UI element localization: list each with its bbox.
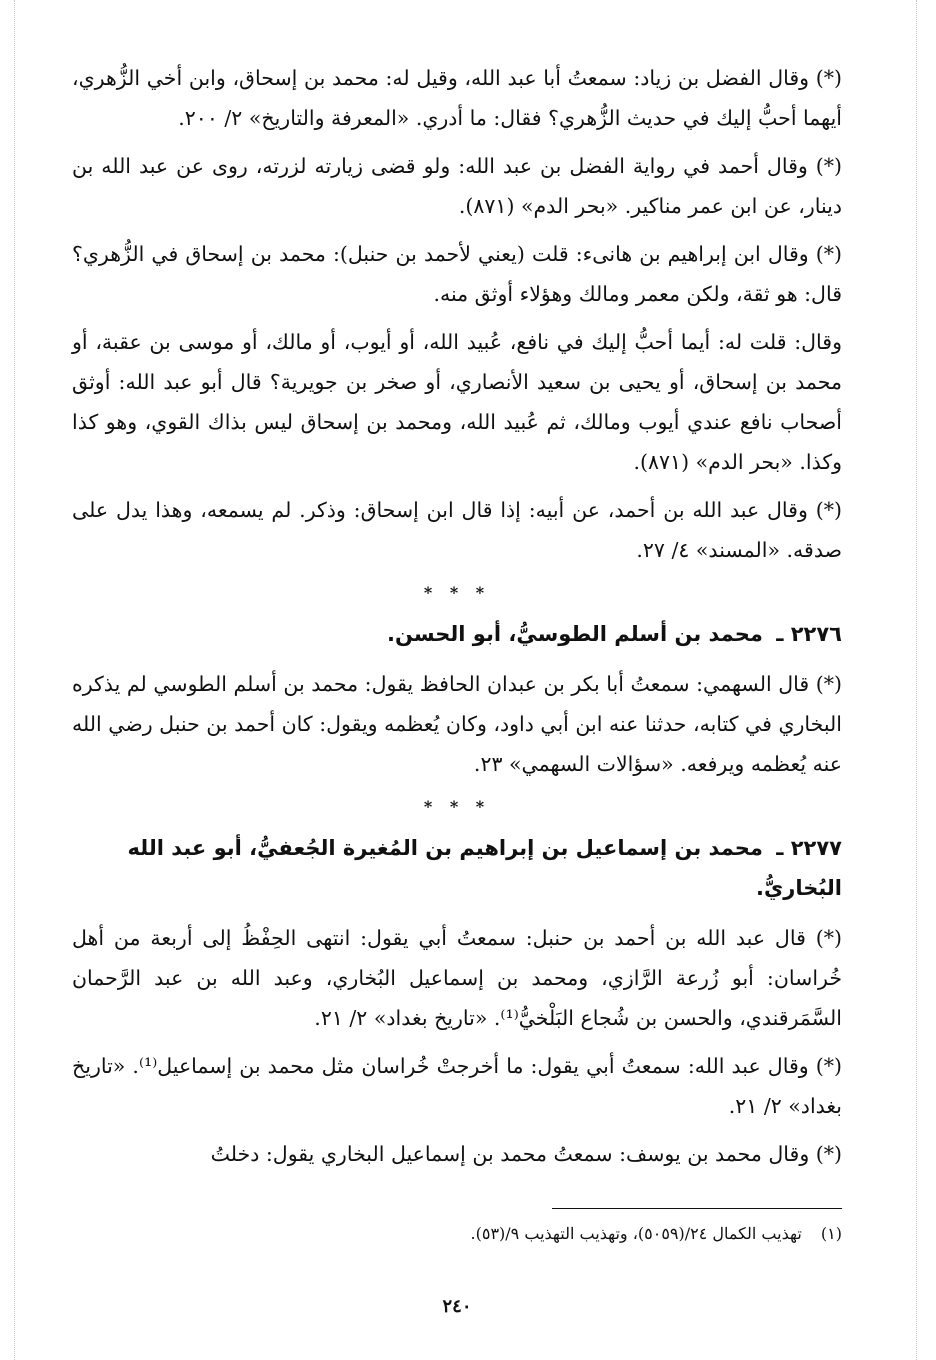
paragraph: (*) وقال عبد الله: سمعتُ أبي يقول: ما أخرجتْ خُراسان مثل محمد بن إسماعيل⁽¹⁾. «تاريخ بغداد» ٢/ ٢١. (72, 1054, 842, 1118)
entry-heading-2276 (72, 614, 842, 654)
page-number: ٢٤٠ (442, 1296, 472, 1317)
book-page (72, 58, 842, 1348)
entry-heading-2277 (72, 828, 842, 908)
paragraph: وقال: قلت له: أيما أحبُّ إليك في نافع، عُبيد الله، أو أيوب، أو مالك، أو موسى بن عقبة، أو محمد بن إسحاق، أو يحيى بن سعيد الأنصاري، أو صخر بن جويرية؟ قال أبو عبد الله: أوثق أصحاب نافع عندي أيوب ومالك، ثم عُبيد الله، ومحمد بن إسحاق ليس بذاك القوي، وهو كذا وكذا. «بحر الدم» (٨٧١). (72, 330, 842, 474)
entry-title: محمد بن إسماعيل بن إبراهيم بن المُغيرة الجُعفيُّ، أبو عبد الله البُخاريُّ. (127, 836, 842, 900)
paragraph: (*) وقال أحمد في رواية الفضل بن عبد الله: ولو قضى زيارته لزرته، روى عن عبد الله بن دينار، عن ابن عمر مناكير. «بحر الدم» (٨٧١). (72, 154, 842, 218)
entry-title: محمد بن أسلم الطوسيُّ، أبو الحسن. (387, 622, 763, 646)
section-separator: * * * (423, 797, 491, 816)
footnote (72, 1220, 842, 1248)
left-gutter-dotted-line (14, 0, 15, 1360)
section-separator: * * * (423, 583, 491, 602)
paragraph: (*) وقال عبد الله بن أحمد، عن أبيه: إذا قال ابن إسحاق: وذكر. لم يسمعه، وهذا يدل على صدقه. «المسند» ٤/ ٢٧. (72, 498, 842, 562)
paragraph: (*) وقال ابن إبراهيم بن هانىء: قلت (يعني لأحمد بن حنبل): محمد بن إسحاق في الزُّهري؟ قال: هو ثقة، ولكن معمر ومالك وهؤلاء أوثق منه. (72, 242, 842, 306)
right-gutter-dotted-line (916, 0, 917, 1360)
entry-number: ٢٢٧٧ ـ (776, 836, 842, 860)
entry-number: ٢٢٧٦ ـ (776, 622, 842, 646)
footnote-divider (552, 1208, 842, 1209)
paragraph: (*) قال السهمي: سمعتُ أبا بكر بن عبدان الحافظ يقول: محمد بن أسلم الطوسي لم يذكره البخاري في كتابه، حدثنا عنه ابن أبي داود، وكان يُعظمه ويقول: كان أحمد بن حنبل رضي الله عنه يُعظمه ويرفعه. «سؤالات السهمي» ٢٣. (72, 672, 842, 776)
paragraph: (*) قال عبد الله بن أحمد بن حنبل: سمعتُ أبي يقول: انتهى الحِفْظُ إلى أربعة من أهل خُراسان: أبو زُرعة الرَّازي، ومحمد بن إسماعيل البُخاري، وعبد الله بن عبد الرَّحمان السَّمَرقندي، والحسن بن شُجاع البَلْخيُّ⁽¹⁾. «تاريخ بغداد» ٢/ ٢١. (72, 926, 842, 1030)
paragraph: (*) وقال محمد بن يوسف: سمعتُ محمد بن إسماعيل البخاري يقول: دخلتُ (210, 1142, 842, 1166)
paragraph: (*) وقال الفضل بن زياد: سمعتُ أبا عبد الله، وقيل له: محمد بن إسحاق، وابن أخي الزُّهري، أيهما أحبُّ إليك في حديث الزُّهري؟ فقال: ما أدري. «المعرفة والتاريخ» ٢/ ٢٠٠. (72, 66, 842, 130)
footnote-marker: (١) (820, 1224, 842, 1243)
footnote-text: تهذيب الكمال ٢٤/(٥٠٥٩)، وتهذيب التهذيب ٩/(٥٣). (470, 1224, 802, 1243)
